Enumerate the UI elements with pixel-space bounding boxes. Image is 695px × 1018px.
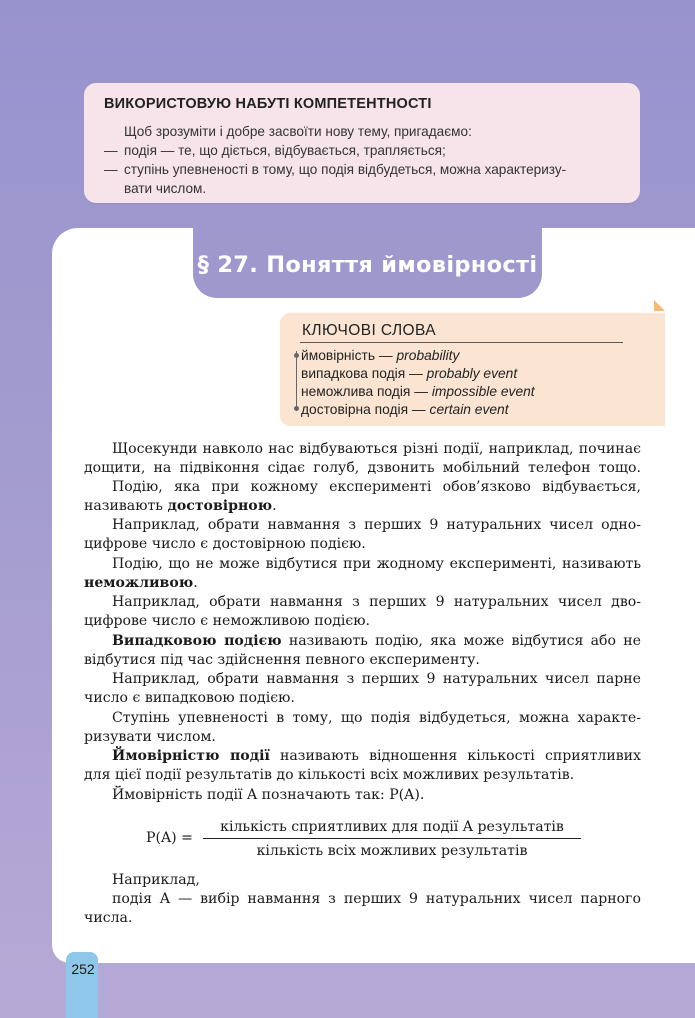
term-certain: достовірною	[167, 498, 273, 514]
competence-box	[84, 83, 640, 203]
keywords-corner-fold	[654, 300, 665, 311]
keyword-item: неможлива подія — impossible event	[301, 384, 535, 399]
body-line: цифрове число є достовірною подією.	[84, 536, 366, 552]
competence-dash-2: —	[104, 162, 118, 177]
page-number: 252	[71, 961, 95, 977]
body-line: числа.	[84, 910, 133, 926]
body-line: Випадковою подією називають подію, яка може відбутися або не	[112, 633, 641, 649]
body-line: Подію, що не може відбутися при жодному експерименті, називають	[112, 556, 641, 572]
body-line: відбутися під час здійснення певного експерименту.	[84, 652, 480, 668]
term-random-event: Випадковою подією	[112, 633, 282, 649]
body-line: Ймовірністю події називають відношення кількості сприятливих	[112, 748, 641, 764]
body-line: подія A — вибір навмання з перших 9 натуральних чисел парного	[112, 891, 641, 907]
competence-item-1: подія — те, що діється, відбувається, трапляється;	[124, 143, 446, 158]
term-impossible: неможливою	[84, 575, 194, 591]
keywords-title: КЛЮЧОВІ СЛОВА	[302, 322, 436, 339]
keyword-item: ймовірність — probability	[301, 348, 460, 363]
keywords-bar	[296, 351, 297, 411]
body-line: Наприклад,	[112, 872, 200, 888]
competence-item-2-line-1: ступінь упевненості в тому, що подія відбудеться, можна характеризу-	[124, 162, 567, 177]
body-line: Ймовірність події A позначають так: P(A).	[112, 787, 425, 803]
body-line: Наприклад, обрати навмання з перших 9 натуральних чисел одно-	[112, 517, 641, 533]
body-line: цифрове число є неможливою подією.	[84, 613, 371, 629]
probability-formula	[203, 819, 581, 859]
body-line: число є випадковою подією.	[84, 690, 295, 706]
competence-intro: Щоб зрозуміти і добре засвоїти нову тему, пригадаємо:	[124, 124, 472, 139]
keyword-item: достовірна подія — certain event	[301, 402, 509, 417]
term-probability: Ймовірністю події	[112, 748, 270, 764]
body-line: Наприклад, обрати навмання з перших 9 натуральних чисел дво-	[112, 594, 641, 610]
body-line: ризувати числом.	[84, 729, 216, 745]
body-line: Подію, яка при кожному експерименті обов’язково відбувається,	[112, 479, 641, 495]
formula-numerator: кількість сприятливих для події A результатів	[220, 819, 564, 835]
competence-dash-1: —	[104, 143, 118, 158]
body-line: неможливою.	[84, 575, 198, 591]
keyword-bullet-icon	[294, 353, 299, 358]
keyword-item: випадкова подія — probably event	[301, 366, 518, 381]
body-line: Щосекунди навколо нас відбуваються різні події, наприклад, починає	[112, 441, 641, 457]
competence-title: ВИКОРИСТОВУЮ НАБУТІ КОМПЕТЕНТНОСТІ	[104, 96, 432, 112]
formula-denominator: кількість всіх можливих результатів	[256, 843, 528, 859]
body-line: для цієї події результатів до кількості всіх можливих результатів.	[84, 767, 575, 783]
body-line: Наприклад, обрати навмання з перших 9 натуральних чисел парне	[112, 671, 641, 687]
keywords-rule	[300, 342, 623, 343]
keywords-box	[280, 313, 665, 426]
section-title: § 27. Поняття ймовірності	[197, 252, 538, 278]
keyword-bullet-icon	[294, 406, 299, 411]
formula-lhs: P(A) =	[146, 830, 193, 846]
fraction-bar	[203, 838, 581, 839]
body-line: дощити, на підвіконня сідає голуб, дзвонить мобільний телефон тощо.	[84, 460, 641, 476]
body-line: називають достовірною.	[84, 498, 277, 514]
body-line: Ступінь упевненості в тому, що подія відбудеться, можна характе-	[112, 710, 641, 726]
competence-item-2-line-2: вати числом.	[124, 181, 207, 196]
